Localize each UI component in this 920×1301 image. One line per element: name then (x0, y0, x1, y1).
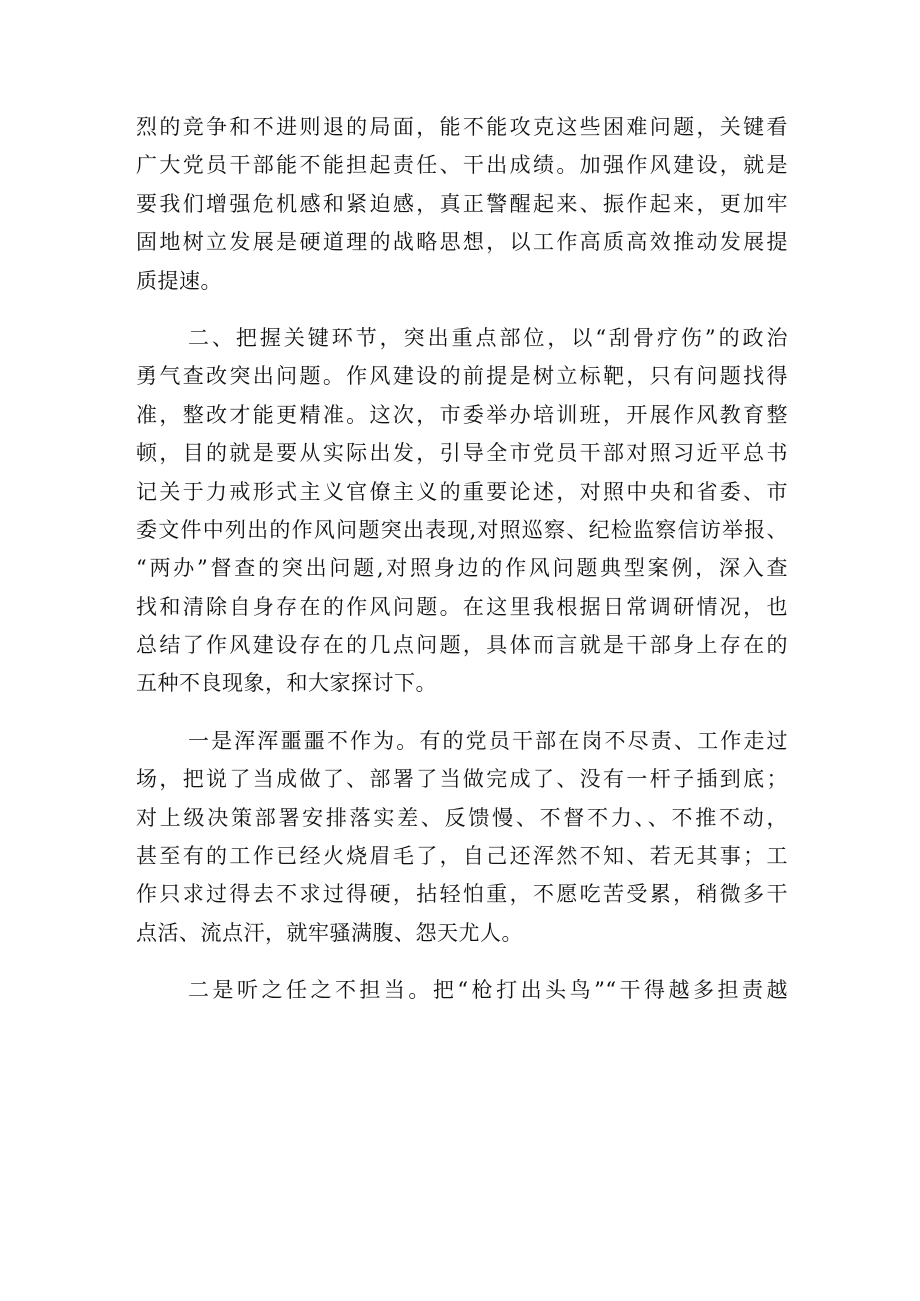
text-line: 作只求过得去不求过得硬，拈轻怕重，不愿吃苦受累，稍微多干 (136, 882, 788, 907)
text-line: 顿，目的就是要从实际出发，引导全市党员干部对照习近平总书 (136, 441, 788, 466)
text-line: 二、把握关键环节，突出重点部位，以“刮骨疗伤”的政治 (188, 325, 788, 350)
text-line: 记关于力戒形式主义官僚主义的重要论述，对照中央和省委、市 (136, 479, 788, 504)
document-body (136, 108, 788, 1010)
text-line: “两办”督查的突出问题,对照身边的作风问题典型案例，深入查 (136, 556, 788, 581)
text-line: 质提速。 (136, 268, 222, 293)
text-line: 找和清除自身存在的作风问题。在这里我根据日常调研情况，也 (136, 594, 788, 619)
text-line: 准，整改才能更精准。这次，市委举办培训班，开展作风教育整 (136, 402, 788, 427)
text-line: 广大党员干部能不能担起责任、干出成绩。加强作风建设，就是 (136, 153, 788, 178)
paragraph-spacer (136, 703, 788, 722)
paragraph-continuation (136, 108, 788, 300)
text-line: 总结了作风建设存在的几点问题，具体而言就是干部身上存在的 (136, 633, 788, 658)
text-line: 一是浑浑噩噩不作为。有的党员干部在岗不尽责、工作走过 (188, 728, 788, 753)
text-line: 甚至有的工作已经火烧眉毛了，自己还浑然不知、若无其事；工 (136, 844, 788, 869)
paragraph-spacer (136, 300, 788, 319)
text-line: 烈的竞争和不进则退的局面，能不能攻克这些困难问题，关键看 (136, 115, 788, 139)
paragraph-point-one (136, 722, 788, 952)
text-line: 点活、流点汗，就牢骚满腹、怨天尤人。 (136, 920, 523, 945)
text-line: 五种不良现象，和大家探讨下。 (136, 671, 437, 696)
text-line: 固地树立发展是硬道理的战略思想，以工作高质高效推动发展提 (136, 230, 788, 255)
text-line: 委文件中列出的作风问题突出表现,对照巡察、纪检监察信访举报、 (136, 517, 788, 542)
paragraph-section-two (136, 319, 788, 703)
paragraph-spacer (136, 952, 788, 971)
text-line: 二是听之任之不担当。把“枪打出头鸟”“干得越多担责越 (188, 978, 788, 1003)
text-line: 勇气查改突出问题。作风建设的前提是树立标靶，只有问题找得 (136, 364, 788, 389)
paragraph-point-two (136, 971, 788, 1009)
text-line: 对上级决策部署安排落实差、反馈慢、不督不力、、不推不动， (136, 805, 788, 830)
text-line: 场，把说了当成做了、部署了当做完成了、没有一杆子插到底； (136, 767, 788, 792)
text-line: 要我们增强危机感和紧迫感，真正警醒起来、振作起来，更加牢 (136, 191, 788, 216)
